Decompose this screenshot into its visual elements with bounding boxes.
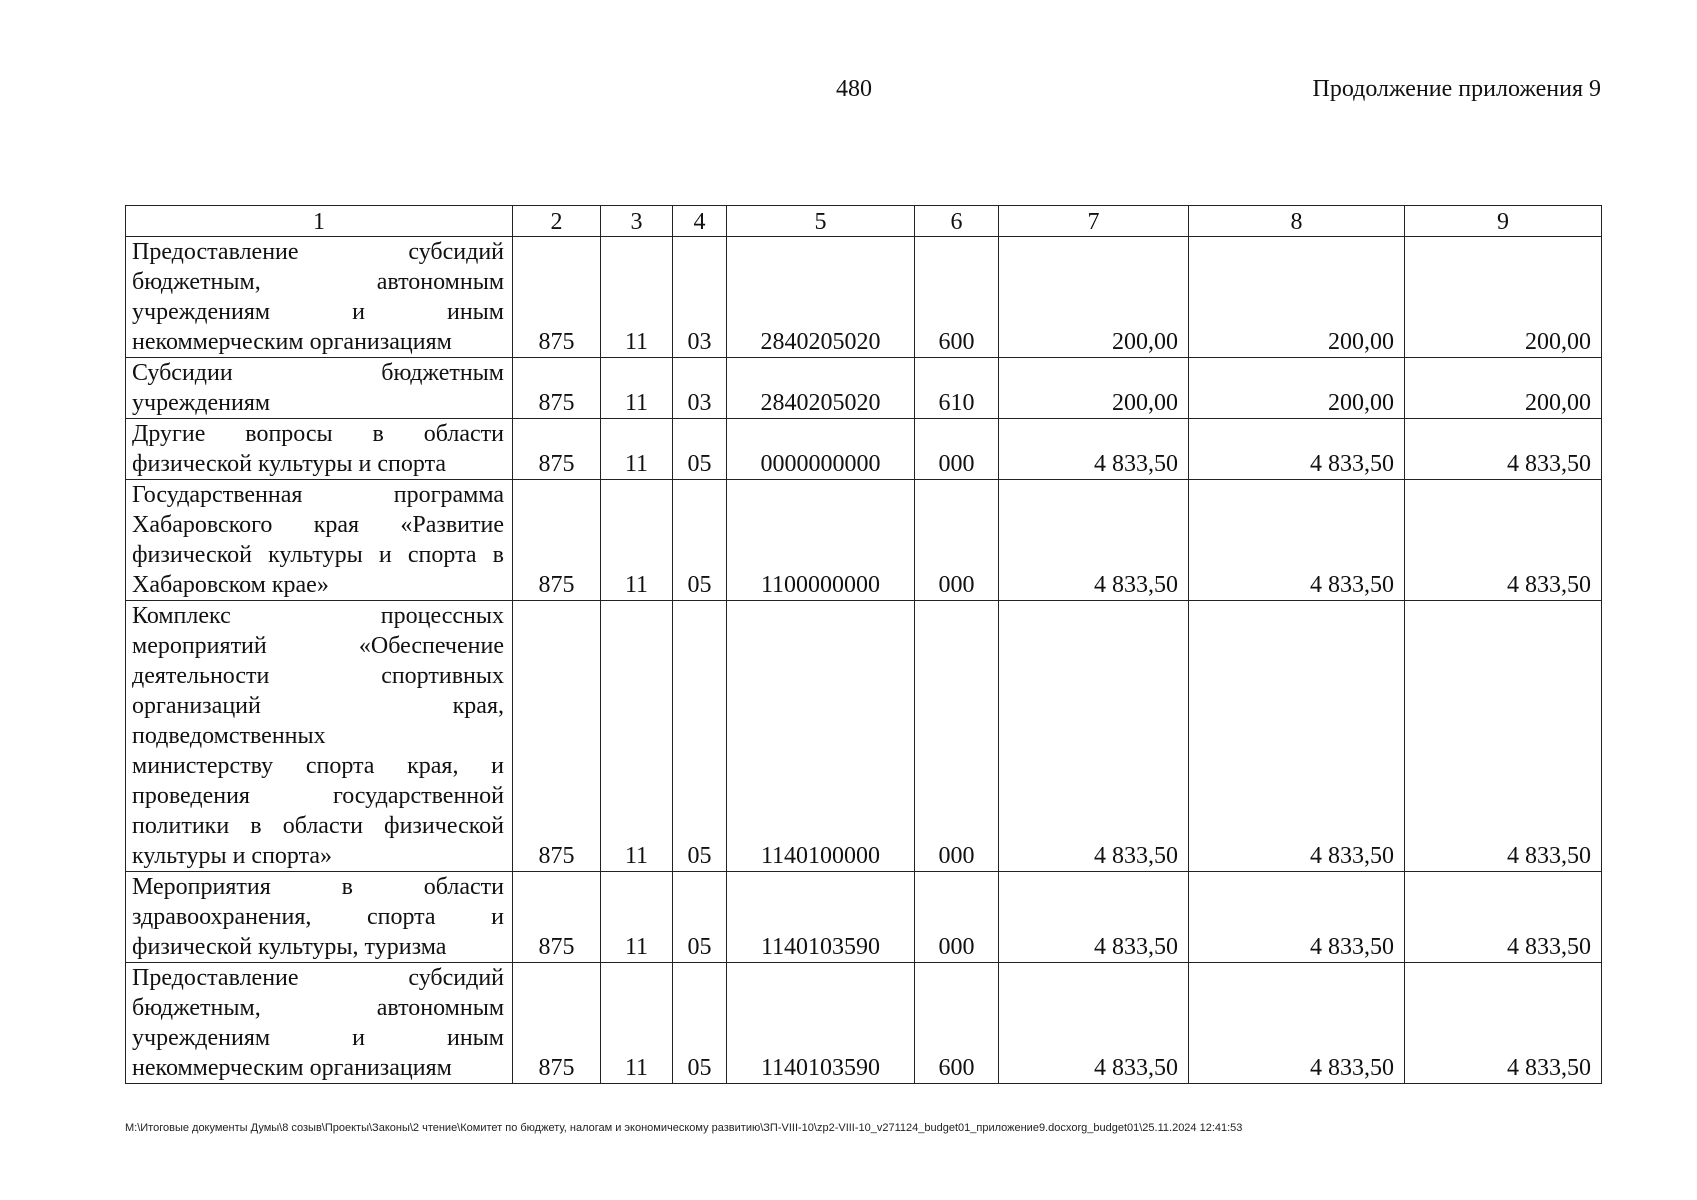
amount-cell: 4 833,50 [1405,963,1602,1084]
table-row [126,419,1602,480]
row-name-line: Субсидии бюджетным [132,360,504,386]
section-code-cell: 11 [601,872,673,963]
column-header: 2 [513,206,601,237]
row-name-line: бюджетным, автономным [132,269,504,295]
column-header: 3 [601,206,673,237]
subsection-code-cell: 03 [673,237,727,358]
table-row [126,963,1602,1084]
row-name-line: бюджетным, автономным [132,995,504,1021]
row-name-line: некоммерческим организациям [132,1055,452,1081]
row-name-line: организаций края, [132,693,504,719]
row-name-cell [126,601,513,872]
amount-cell: 4 833,50 [1189,601,1405,872]
column-header: 1 [126,206,513,237]
amount-cell: 200,00 [1405,237,1602,358]
row-name-line: физической культуры, туризма [132,934,447,960]
footer-file-path: M:\Итоговые документы Думы\8 созыв\Проекты\Законы\2 чтение\Комитет по бюджету, налогам и экономическому развитию\ЗП-VIII-10\zp2-VIII-10_v271124_budget01_приложение9.docxorg_budget01\25.11.2024 12:41:53 [125,1122,1243,1134]
table-row [126,237,1602,358]
row-name-cell [126,419,513,480]
row-name-line: физической культуры и спорта [132,451,447,477]
subsection-code-cell: 03 [673,358,727,419]
target-article-cell: 0000000000 [727,419,915,480]
target-article-cell: 1100000000 [727,480,915,601]
row-name-cell [126,872,513,963]
row-name-line: учреждениям и иным [132,299,504,325]
section-code-cell: 11 [601,419,673,480]
column-header: 6 [915,206,999,237]
subsection-code-cell: 05 [673,601,727,872]
row-name-line: некоммерческим организациям [132,329,452,355]
subsection-code-cell: 05 [673,419,727,480]
amount-cell: 4 833,50 [1405,480,1602,601]
ministry-code-cell: 875 [513,872,601,963]
row-name-line: деятельности спортивных [132,663,504,689]
budget-table [125,205,1602,1084]
target-article-cell: 1140103590 [727,872,915,963]
target-article-cell: 1140100000 [727,601,915,872]
amount-cell: 4 833,50 [999,601,1189,872]
amount-cell: 4 833,50 [1189,480,1405,601]
continuation-label: Продолжение приложения 9 [1312,76,1601,102]
column-header: 7 [999,206,1189,237]
table-body [126,237,1602,1084]
subsection-code-cell: 05 [673,872,727,963]
row-name-line: Предоставление субсидий [132,239,504,265]
expense-type-cell: 000 [915,601,999,872]
ministry-code-cell: 875 [513,601,601,872]
row-name-line: здравоохранения, спорта и [132,904,504,930]
row-name-cell [126,358,513,419]
row-name-cell [126,237,513,358]
row-name-line: Другие вопросы в области [132,421,504,447]
amount-cell: 4 833,50 [1405,872,1602,963]
row-name-line: Государственная программа [132,482,504,508]
row-name-line: политики в области физической [132,813,504,839]
target-article-cell: 2840205020 [727,237,915,358]
section-code-cell: 11 [601,480,673,601]
row-name-line: физической культуры и спорта в [132,542,504,568]
row-name-cell [126,963,513,1084]
row-name-line: Хабаровском крае» [132,572,329,598]
row-name-line: министерству спорта края, и [132,753,504,779]
column-header: 9 [1405,206,1602,237]
ministry-code-cell: 875 [513,419,601,480]
row-name-line: Мероприятия в области [132,874,504,900]
expense-type-cell: 600 [915,963,999,1084]
amount-cell: 4 833,50 [1189,419,1405,480]
expense-type-cell: 610 [915,358,999,419]
table-header-row [126,206,1602,237]
column-header: 8 [1189,206,1405,237]
ministry-code-cell: 875 [513,237,601,358]
amount-cell: 4 833,50 [999,963,1189,1084]
ministry-code-cell: 875 [513,480,601,601]
amount-cell: 200,00 [1189,237,1405,358]
section-code-cell: 11 [601,963,673,1084]
amount-cell: 4 833,50 [1189,872,1405,963]
target-article-cell: 2840205020 [727,358,915,419]
row-name-line: Предоставление субсидий [132,965,504,991]
column-header: 4 [673,206,727,237]
amount-cell: 4 833,50 [999,419,1189,480]
subsection-code-cell: 05 [673,480,727,601]
table-row [126,358,1602,419]
amount-cell: 4 833,50 [999,480,1189,601]
row-name-line: Хабаровского края «Развитие [132,512,504,538]
amount-cell: 4 833,50 [1405,601,1602,872]
amount-cell: 200,00 [999,358,1189,419]
table-row [126,872,1602,963]
expense-type-cell: 000 [915,480,999,601]
section-code-cell: 11 [601,237,673,358]
row-name-line: культуры и спорта» [132,843,333,869]
amount-cell: 200,00 [999,237,1189,358]
amount-cell: 4 833,50 [1189,963,1405,1084]
table-row [126,601,1602,872]
row-name-line: подведомственных [132,723,326,749]
ministry-code-cell: 875 [513,358,601,419]
row-name-line: учреждениям [132,390,271,416]
row-name-line: проведения государственной [132,783,504,809]
amount-cell: 200,00 [1189,358,1405,419]
row-name-line: учреждениям и иным [132,1025,504,1051]
amount-cell: 200,00 [1405,358,1602,419]
subsection-code-cell: 05 [673,963,727,1084]
expense-type-cell: 000 [915,872,999,963]
table-row [126,480,1602,601]
amount-cell: 4 833,50 [1405,419,1602,480]
expense-type-cell: 600 [915,237,999,358]
target-article-cell: 1140103590 [727,963,915,1084]
section-code-cell: 11 [601,358,673,419]
row-name-line: мероприятий «Обеспечение [132,633,504,659]
section-code-cell: 11 [601,601,673,872]
expense-type-cell: 000 [915,419,999,480]
page-number: 480 [836,76,872,102]
ministry-code-cell: 875 [513,963,601,1084]
amount-cell: 4 833,50 [999,872,1189,963]
row-name-line: Комплекс процессных [132,603,504,629]
column-header: 5 [727,206,915,237]
row-name-cell [126,480,513,601]
